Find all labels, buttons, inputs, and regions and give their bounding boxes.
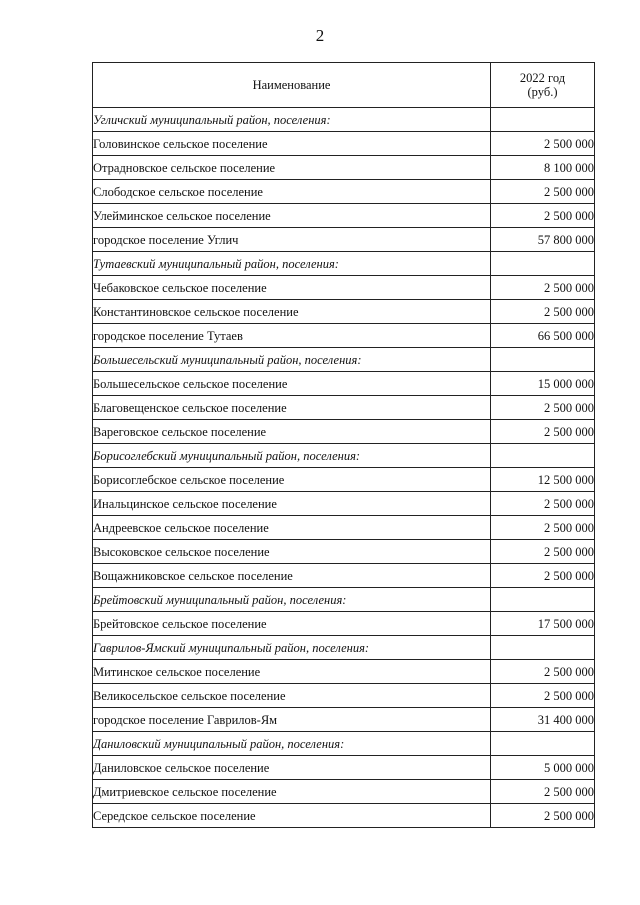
amount-cell [491, 588, 595, 612]
district-name: Брейтовский муниципальный район, поселения: [93, 588, 491, 612]
settlement-name: Головинское сельское поселение [93, 132, 491, 156]
table-header-row [93, 63, 595, 108]
district-group-row [93, 588, 595, 612]
settlement-name: Чебаковское сельское поселение [93, 276, 491, 300]
amount-cell: 8 100 000 [491, 156, 595, 180]
page-number: 2 [315, 26, 325, 45]
budget-table [92, 62, 595, 828]
settlement-name: Даниловское сельское поселение [93, 756, 491, 780]
district-group-row [93, 636, 595, 660]
amount-cell: 2 500 000 [491, 540, 595, 564]
table-row [93, 372, 595, 396]
settlement-name: Слободское сельское поселение [93, 180, 491, 204]
amount-cell: 5 000 000 [491, 756, 595, 780]
amount-cell: 31 400 000 [491, 708, 595, 732]
amount-cell: 2 500 000 [491, 204, 595, 228]
settlement-name: Отрадновское сельское поселение [93, 156, 491, 180]
table-row [93, 156, 595, 180]
amount-cell [491, 732, 595, 756]
table-row [93, 684, 595, 708]
amount-cell: 2 500 000 [491, 564, 595, 588]
table-row [93, 468, 595, 492]
header-year [491, 63, 595, 108]
district-group-row [93, 348, 595, 372]
table-row [93, 396, 595, 420]
district-name: Угличский муниципальный район, поселения: [93, 108, 491, 132]
settlement-name: Вощажниковское сельское поселение [93, 564, 491, 588]
settlement-name: городское поселение Гаврилов-Ям [93, 708, 491, 732]
table-row [93, 324, 595, 348]
amount-cell: 2 500 000 [491, 660, 595, 684]
amount-cell [491, 252, 595, 276]
settlement-name: Брейтовское сельское поселение [93, 612, 491, 636]
district-group-row [93, 732, 595, 756]
table-row [93, 780, 595, 804]
table-row [93, 492, 595, 516]
amount-cell: 2 500 000 [491, 396, 595, 420]
table-row [93, 516, 595, 540]
amount-cell: 2 500 000 [491, 300, 595, 324]
amount-cell [491, 348, 595, 372]
amount-cell [491, 444, 595, 468]
settlement-name: Борисоглебское сельское поселение [93, 468, 491, 492]
settlement-name: Высоковское сельское поселение [93, 540, 491, 564]
table-row [93, 204, 595, 228]
district-name: Гаврилов-Ямский муниципальный район, поселения: [93, 636, 491, 660]
table-row [93, 540, 595, 564]
settlement-name: Середское сельское поселение [93, 804, 491, 828]
table-row [93, 612, 595, 636]
table-body [93, 108, 595, 828]
district-name: Борисоглебский муниципальный район, поселения: [93, 444, 491, 468]
settlement-name: Дмитриевское сельское поселение [93, 780, 491, 804]
table-row [93, 180, 595, 204]
settlement-name: городское поселение Тутаев [93, 324, 491, 348]
amount-cell: 2 500 000 [491, 780, 595, 804]
settlement-name: Улейминское сельское поселение [93, 204, 491, 228]
settlement-name: городское поселение Углич [93, 228, 491, 252]
amount-cell [491, 636, 595, 660]
table-row [93, 228, 595, 252]
district-name: Тутаевский муниципальный район, поселения: [93, 252, 491, 276]
table-row [93, 420, 595, 444]
settlement-name: Инальцинское сельское поселение [93, 492, 491, 516]
settlement-name: Андреевское сельское поселение [93, 516, 491, 540]
district-group-row [93, 108, 595, 132]
header-name: Наименование [93, 63, 491, 108]
settlement-name: Великосельское сельское поселение [93, 684, 491, 708]
table-row [93, 300, 595, 324]
settlement-name: Благовещенское сельское поселение [93, 396, 491, 420]
amount-cell: 2 500 000 [491, 804, 595, 828]
district-group-row [93, 252, 595, 276]
amount-cell: 66 500 000 [491, 324, 595, 348]
amount-cell: 15 000 000 [491, 372, 595, 396]
table-row [93, 660, 595, 684]
settlement-name: Константиновское сельское поселение [93, 300, 491, 324]
header-year-label: 2022 год [519, 71, 566, 85]
amount-cell: 57 800 000 [491, 228, 595, 252]
amount-cell: 2 500 000 [491, 276, 595, 300]
amount-cell: 2 500 000 [491, 180, 595, 204]
settlement-name: Вареговское сельское поселение [93, 420, 491, 444]
amount-cell: 2 500 000 [491, 684, 595, 708]
table-row [93, 756, 595, 780]
amount-cell: 2 500 000 [491, 516, 595, 540]
table-row [93, 276, 595, 300]
table-row [93, 564, 595, 588]
amount-cell: 2 500 000 [491, 420, 595, 444]
header-unit-label: (руб.) [527, 85, 558, 99]
settlement-name: Большесельское сельское поселение [93, 372, 491, 396]
table-row [93, 132, 595, 156]
table-row [93, 804, 595, 828]
amount-cell: 2 500 000 [491, 492, 595, 516]
table-row [93, 708, 595, 732]
amount-cell [491, 108, 595, 132]
amount-cell: 17 500 000 [491, 612, 595, 636]
amount-cell: 12 500 000 [491, 468, 595, 492]
district-name: Большесельский муниципальный район, поселения: [93, 348, 491, 372]
district-group-row [93, 444, 595, 468]
amount-cell: 2 500 000 [491, 132, 595, 156]
settlement-name: Митинское сельское поселение [93, 660, 491, 684]
district-name: Даниловский муниципальный район, поселения: [93, 732, 491, 756]
